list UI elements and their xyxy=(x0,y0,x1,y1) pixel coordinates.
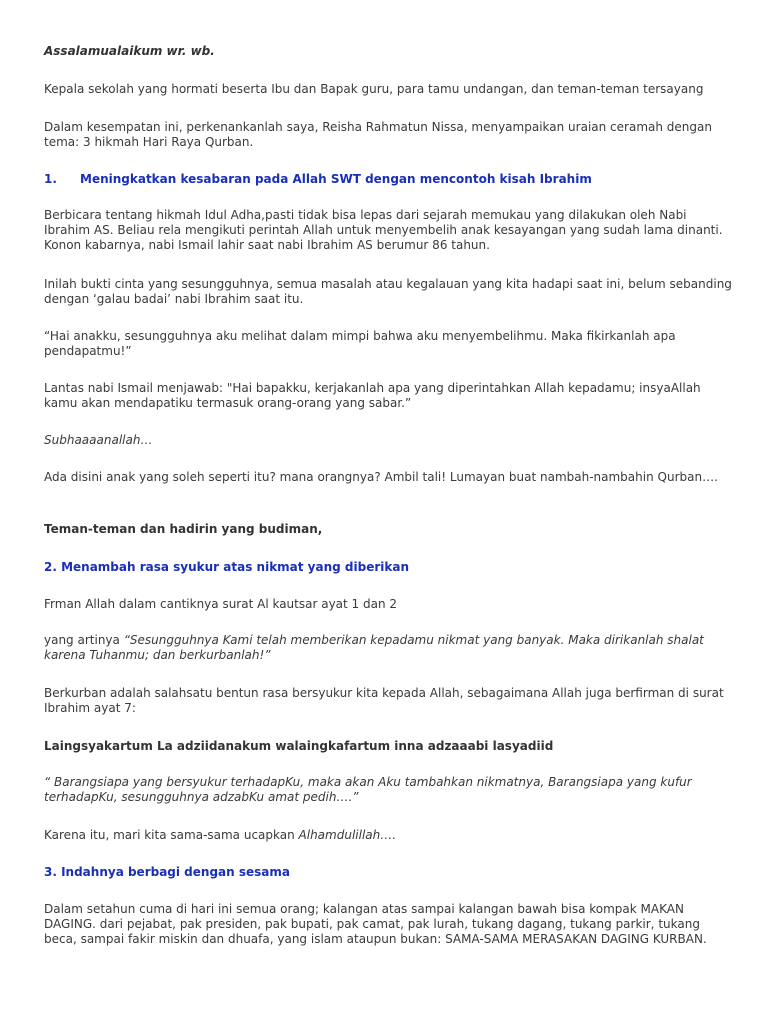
section-1-quote-son: Lantas nabi Ismail menjawab: "Hai bapakku, kerjakanlah apa yang diperintahkan Allah kepadamu; insyaAllah kamu akan mendapatiku termasuk orang-orang yang sabar.” xyxy=(44,381,701,410)
section-1-heading xyxy=(44,172,734,187)
section-2-paragraph-1: Frman Allah dalam cantiknya surat Al kautsar ayat 1 dan 2 xyxy=(44,597,398,611)
meaning-quote: “Sesungguhnya Kami telah memberikan kepadamu nikmat yang banyak. Maka dirikanlah shalat karena Tuhanmu; dan berkurbanlah!” xyxy=(44,633,704,662)
opening-paragraph: Kepala sekolah yang hormati beserta Ibu dan Bapak guru, para tamu undangan, dan teman-teman tersayang xyxy=(44,82,704,96)
section-1-title: Meningkatkan kesabaran pada Allah SWT dengan mencontoh kisah Ibrahim xyxy=(80,172,592,186)
closing-prefix: Karena itu, mari kita sama-sama ucapkan xyxy=(44,828,299,842)
section-3-paragraph-1: Dalam setahun cuma di hari ini semua orang; kalangan atas sampai kalangan bawah bisa kompak MAKAN DAGING. dari pejabat, pak presiden, pak bupati, pak camat, pak lurah, tukang dagang, tukang parkir, tukang beca, sampai fakir miskin dan dhuafa, yang islam ataupun bukan: SAMA-SAMA MERASAKAN DAGING KURBAN. xyxy=(44,902,707,946)
section-1-paragraph-6: Ada disini anak yang soleh seperti itu? mana orangnya? Ambil tali! Lumayan buat nambah-nambahin Qurban…. xyxy=(44,470,718,484)
section-2-heading: 2. Menambah rasa syukur atas nikmat yang diberikan xyxy=(44,560,409,574)
section-2-paragraph-2 xyxy=(44,633,734,663)
arabic-verse: Laingsyakartum La adziidanakum walaingkafartum inna adzaaabi lasyadiid xyxy=(44,739,554,753)
intro-paragraph: Dalam kesempatan ini, perkenankanlah saya, Reisha Rahmatun Nissa, menyampaikan uraian ceramah dengan tema: 3 hikmah Hari Raya Qurban. xyxy=(44,120,712,149)
section-1-paragraph-1: Berbicara tentang hikmah Idul Adha,pasti tidak bisa lepas dari sejarah memukau yang dilakukan oleh Nabi Ibrahim AS. Beliau rela mengikuti perintah Allah untuk menyembelih anak kesayangan yang sudah lama dinanti. Konon kabarnya, nabi Ismail lahir saat nabi Ibrahim AS berumur 86 tahun. xyxy=(44,208,723,252)
section-1-exclamation xyxy=(44,433,734,448)
section-1-quote-father: “Hai anakku, sesungguhnya aku melihat dalam mimpi bahwa aku menyembelihmu. Maka fikirkanlah apa pendapatmu!” xyxy=(44,329,676,358)
address-line: Teman-teman dan hadirin yang budiman, xyxy=(44,522,323,536)
exclamation-text: Subhaaaanallah… xyxy=(44,433,153,447)
section-1-paragraph-2: Inilah bukti cinta yang sesungguhnya, semua masalah atau kegalauan yang kita hadapi saat ini, belum sebanding dengan ‘galau badai’ nabi Ibrahim saat itu. xyxy=(44,277,732,306)
closing-italic: Alhamdulillah…. xyxy=(298,828,397,842)
section-2-paragraph-3: Berkurban adalah salahsatu bentun rasa bersyukur kita kepada Allah, sebagaimana Allah juga berfirman di surat Ibrahim ayat 7: xyxy=(44,686,724,715)
meaning-prefix: yang artinya xyxy=(44,633,124,647)
section-3-heading: 3. Indahnya berbagi dengan sesama xyxy=(44,865,290,879)
greeting: Assalamualaikum wr. wb. xyxy=(44,44,215,58)
section-2-paragraph-4 xyxy=(44,828,734,843)
translation-text: “ Barangsiapa yang bersyukur terhadapKu, maka akan Aku tambahkan nikmatnya, Barangsiapa yang kufur terhadapKu, sesungguhnya adzabKu amat pedih….” xyxy=(44,775,692,804)
section-1-number: 1. xyxy=(44,172,57,186)
verse-translation xyxy=(44,775,734,805)
